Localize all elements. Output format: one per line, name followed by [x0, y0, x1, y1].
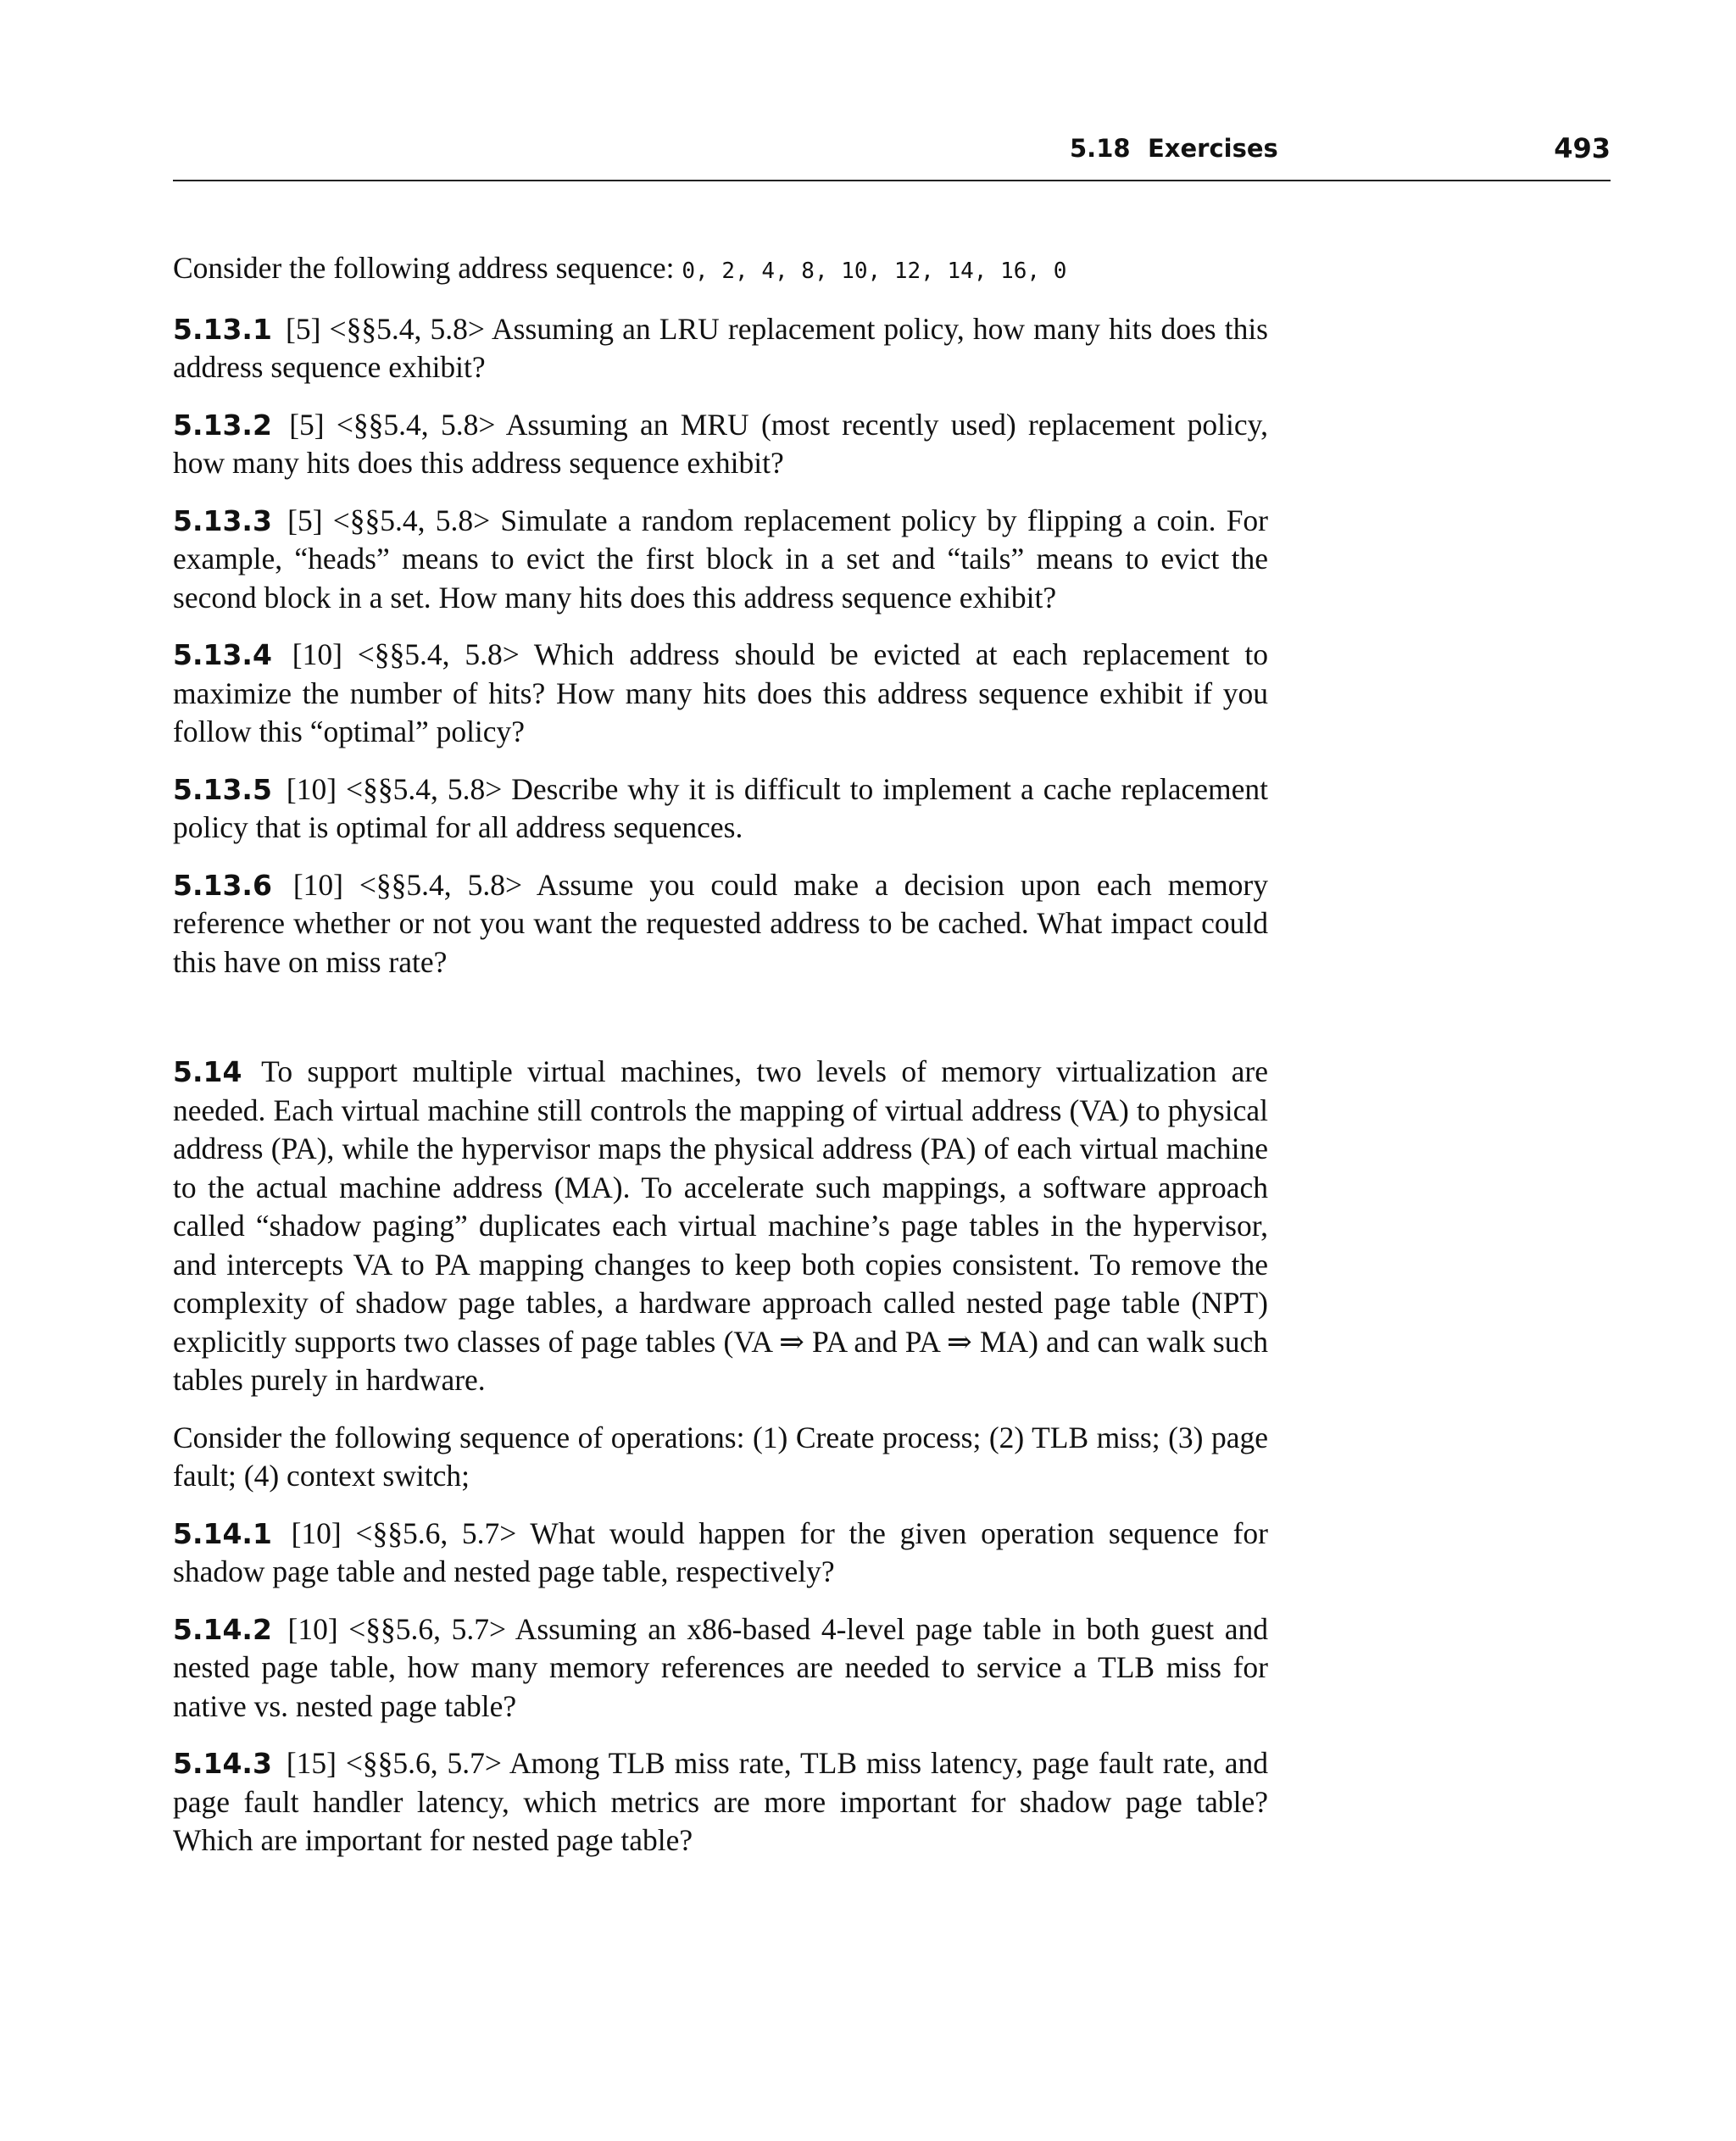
exercise-number: 5.13.4	[173, 638, 272, 671]
exercise-5-13-3	[173, 502, 1268, 618]
exercise-5-14-3	[173, 1744, 1268, 1860]
exercise-number: 5.14.3	[173, 1747, 272, 1780]
intro-text: Consider the following address sequence:	[173, 251, 682, 285]
operation-sequence: Consider the following sequence of operations: (1) Create process; (2) TLB miss; (3) page fault; (4) context switch;	[173, 1420, 1268, 1493]
exercise-5-14-intro	[173, 1053, 1268, 1400]
running-header	[173, 129, 1611, 181]
page-number: 493	[1554, 132, 1611, 164]
exercise-5-13-2	[173, 406, 1268, 483]
page-body	[173, 249, 1268, 1879]
header-section-title: Exercises	[1148, 134, 1278, 163]
group-spacer	[173, 1000, 1268, 1053]
exercise-text: [10] <§§5.6, 5.7> What would happen for the given operation sequence for shadow page table and nested page table, respectively?	[173, 1515, 1269, 1588]
exercise-5-13-5	[173, 770, 1268, 848]
exercise-number: 5.14.1	[173, 1516, 272, 1550]
exercise-text: [10] <§§5.4, 5.8> Which address should be evicted at each replacement to maximize the number of hits? How many hits does this address sequence exhibit if you follow this “optimal” policy?	[173, 637, 1268, 748]
exercise-number: 5.14	[173, 1055, 242, 1088]
exercise-text: [10] <§§5.4, 5.8> Assume you could make a decision upon each memory reference whether or not you want the requested address to be cached. What impact could this have on miss rate?	[173, 867, 1269, 979]
exercise-5-14-2	[173, 1610, 1268, 1727]
exercise-5-14-1	[173, 1515, 1268, 1592]
exercise-text: [5] <§§5.4, 5.8> Assuming an LRU replacement policy, how many hits does this address sequence exhibit?	[173, 311, 1268, 384]
header-section-number: 5.18	[1070, 134, 1131, 163]
exercise-text: [5] <§§5.4, 5.8> Assuming an MRU (most recently used) replacement policy, how many hits does this address sequence exhibit?	[173, 407, 1268, 480]
exercise-5-13-1	[173, 310, 1268, 387]
exercise-text: [10] <§§5.4, 5.8> Describe why it is difficult to implement a cache replacement policy that is optimal for all address sequences.	[173, 771, 1269, 844]
exercise-number: 5.13.1	[173, 312, 272, 346]
exercise-text: [15] <§§5.6, 5.7> Among TLB miss rate, TLB miss latency, page fault rate, and page fault handler latency, which metrics are more important for shadow page table? Which are important for nested page table?	[173, 1746, 1268, 1857]
exercise-number: 5.13.2	[173, 408, 272, 442]
exercise-text: [5] <§§5.4, 5.8> Simulate a random replacement policy by flipping a coin. For example, “heads” means to evict the first block in a set and “tails” means to evict the second block in a set. How many hits does this address sequence exhibit?	[173, 503, 1269, 614]
exercise-text: [10] <§§5.6, 5.7> Assuming an x86-based 4-level page table in both guest and nested page table, how many memory references are needed to service a TLB miss for native vs. nested page table?	[173, 1611, 1269, 1723]
exercise-5-13-6	[173, 866, 1268, 982]
address-sequence: 0, 2, 4, 8, 10, 12, 14, 16, 0	[682, 259, 1067, 284]
exercise-5-13-intro	[173, 249, 1268, 292]
exercise-number: 5.13.3	[173, 503, 272, 537]
exercise-5-13-4	[173, 636, 1268, 752]
exercise-number: 5.14.2	[173, 1612, 272, 1646]
exercise-text: To support multiple virtual machines, two levels of memory virtualization are needed. Each virtual machine still controls the mapping of virtual address (VA) to physical address (PA), while the hypervisor maps the physical address (PA) of each virtual machine to the actual machine address (MA). To accelerate such mappings, a software approach called “shadow paging” duplicates each virtual machine’s page tables in the hypervisor, and intercepts VA to PA mapping changes to keep both copies consistent. To remove the complexity of shadow page tables, a hardware approach called nested page table (NPT) explicitly supports two classes of page tables (VA ⇒ PA and PA ⇒ MA) and can walk such tables purely in hardware.	[173, 1054, 1268, 1397]
exercise-number: 5.13.6	[173, 868, 272, 902]
exercise-number: 5.13.5	[173, 772, 272, 806]
